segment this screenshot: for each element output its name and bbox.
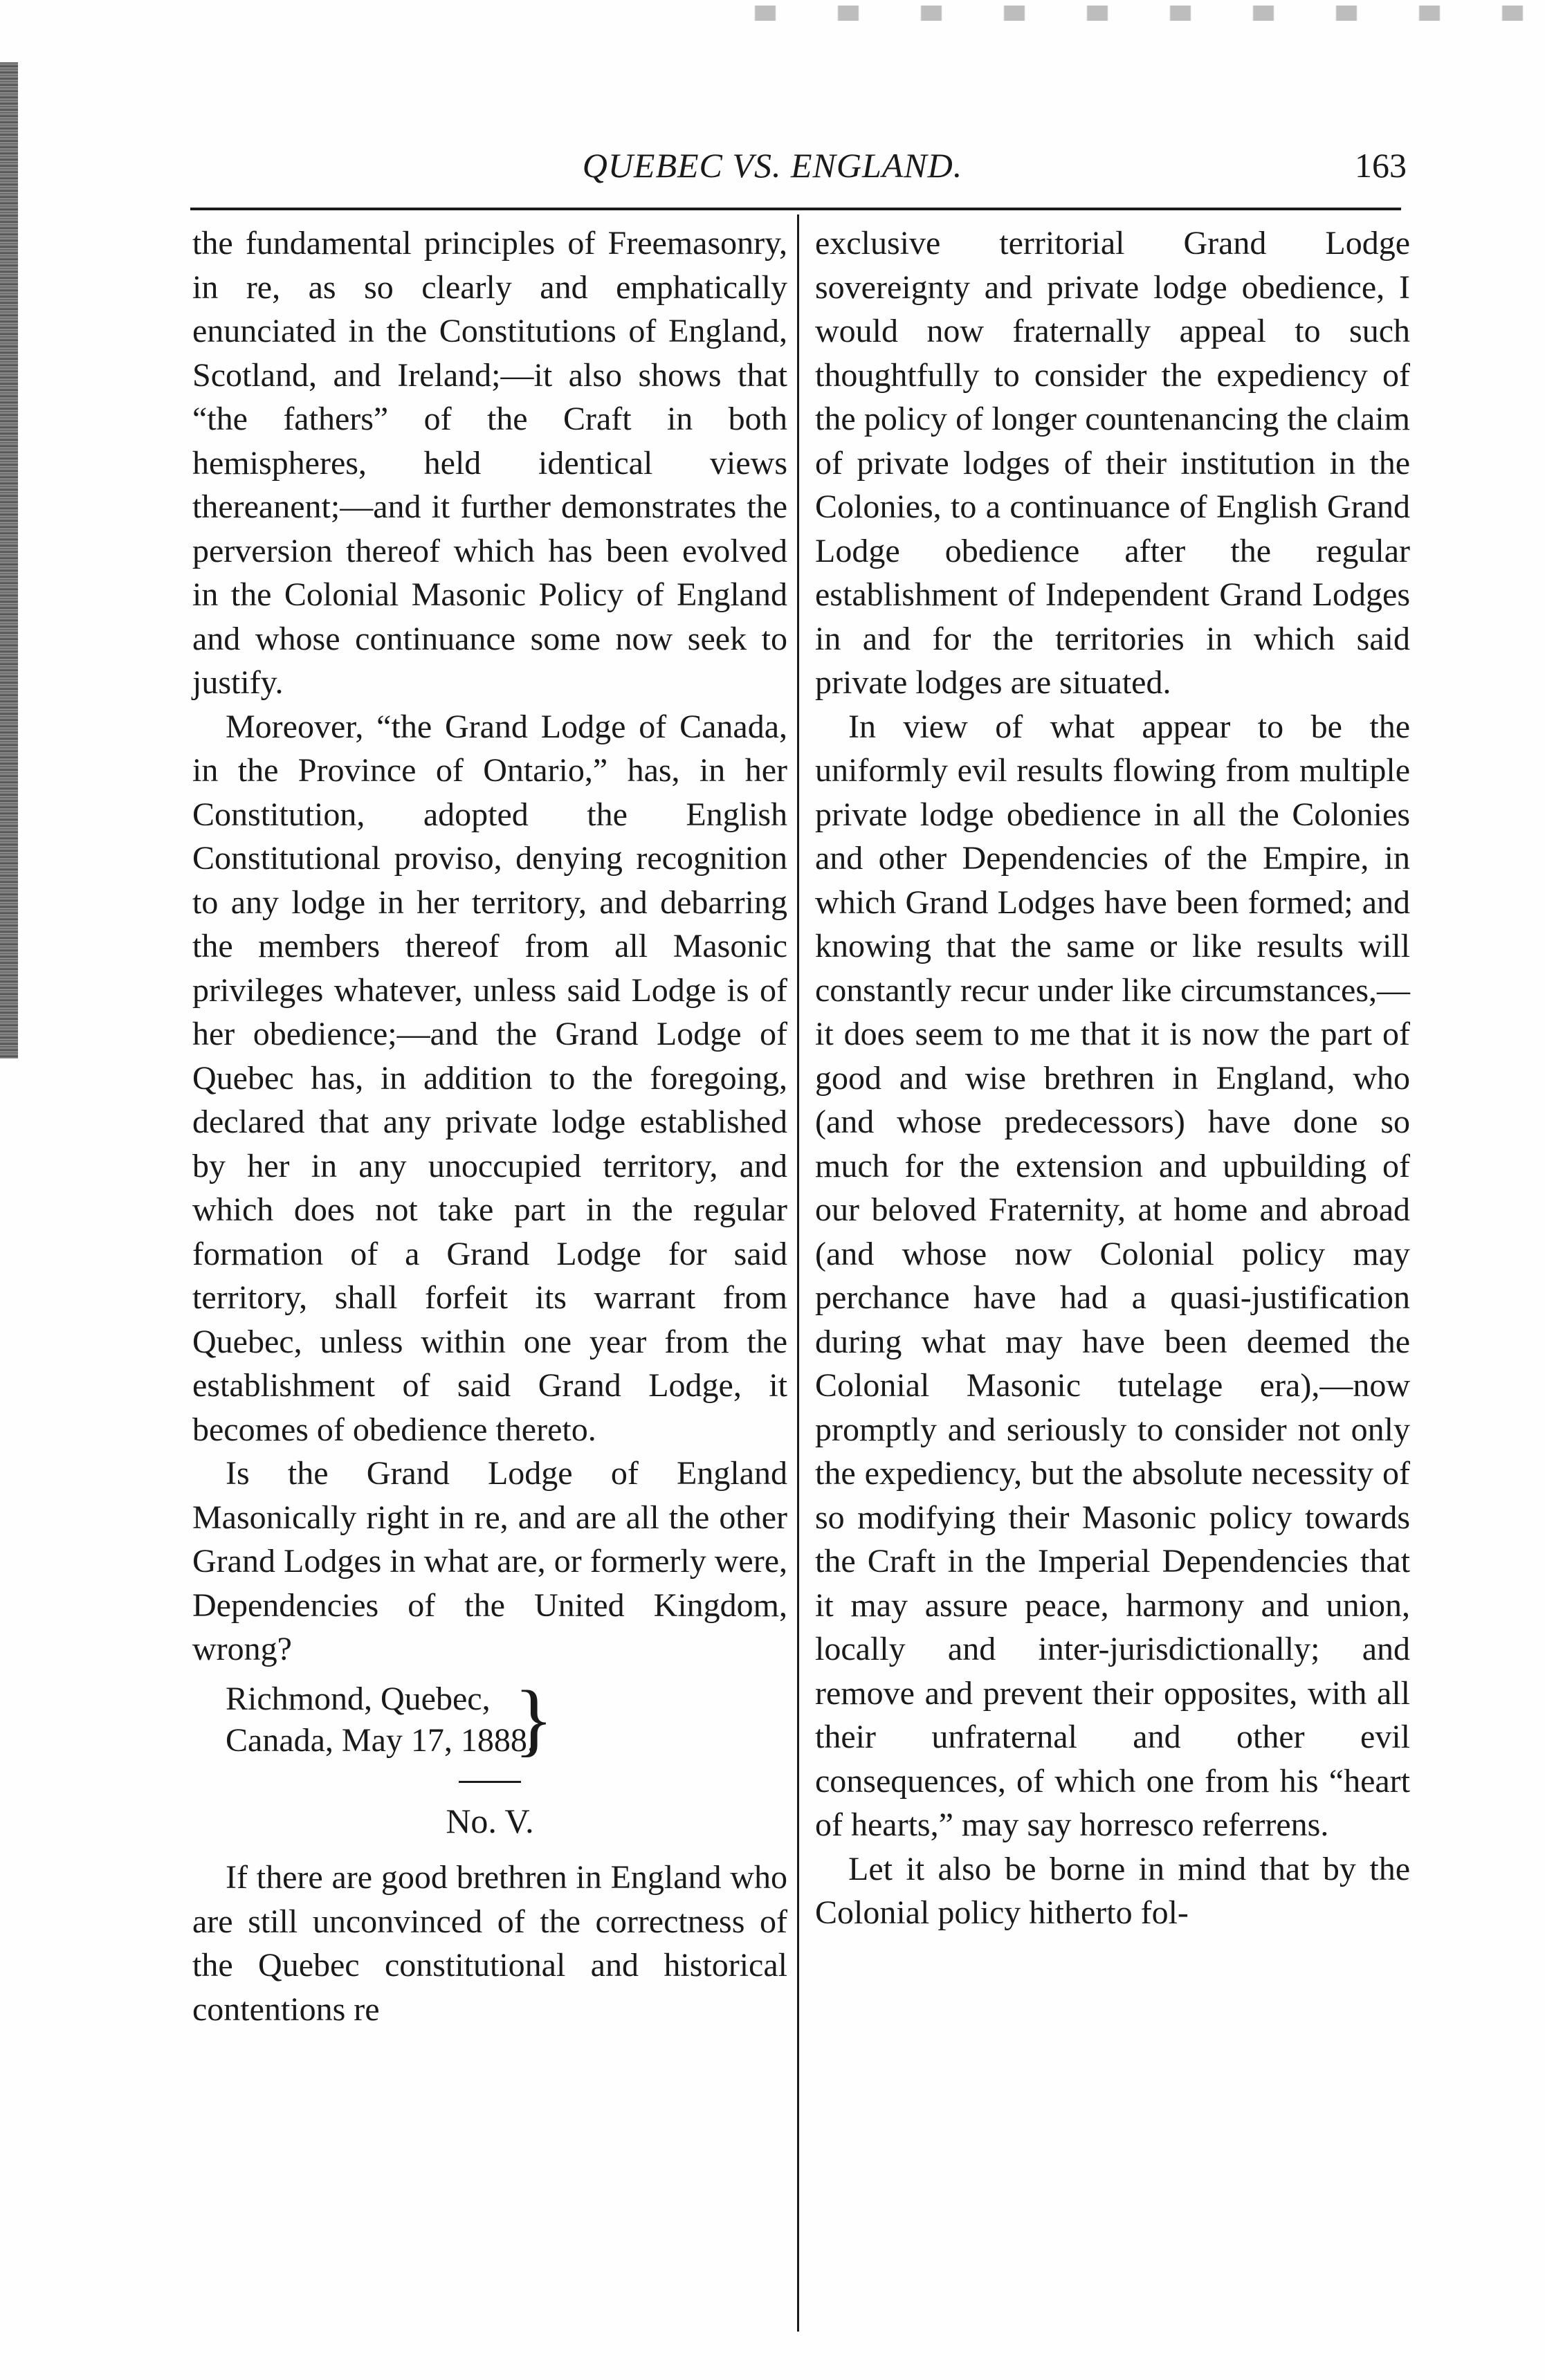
section-heading: No. V. [446, 1801, 534, 1840]
section-divider [459, 1781, 521, 1783]
running-head-title: QUEBEC VS. ENGLAND. [582, 146, 963, 185]
dateline [192, 1673, 787, 1764]
scan-top-artifact [726, 6, 1543, 21]
paragraph: In view of what appear to be the uniformly evil results flowing from multiple private lodge obedience in all the Colonies and other Dependencies of the Empire, in which Grand Lodges have been formed; and knowing that the same or like results will constantly recur under like circumstances,—it does seem to me that it is now the part of good and wise brethren in England, who (and whose predecessors) have done so much for the extension and upbuilding of our beloved Fraternity, at home and abroad (and whose now Colonial policy may perchance have had a quasi-justification during what may have been deemed the Colonial Masonic tutelage era),—now promptly and seriously to consider not only the expediency, but the absolute necessity of so modifying their Masonic policy towards the Craft in the Imperial Dependencies that it may assure peace, harmony and union, locally and inter-jurisdictionally; and remove and prevent their opposites, with all their unfraternal and other evil consequences, of which one from his “heart of hearts,” may say horresco referrens. [815, 708, 1410, 1843]
scan-edge-artifact [0, 62, 18, 1059]
paragraph: the fundamental principles of Freemasonry, in re, as so clearly and emphatically enunciated in the Constitutions of England, Scotland, and Ireland;—it also shows that “the fathers” of the Craft in both hemispheres, held identical views thereanent;—and it further demonstrates the perversion thereof which has been evolved in the Colonial Masonic Policy of England and whose continuance some now seek to justify. [192, 225, 787, 701]
paragraph: exclusive territorial Grand Lodge sovereignty and private lodge obedience, I would now fraternally appeal to such thoughtfully to consider the expediency of the policy of longer countenancing the claim of private lodges of their institution in the Colonies, to a continuance of English Grand Lodge obedience after the regular establishment of Independent Grand Lodges in and for the territories in which said private lodges are situated. [815, 225, 1410, 701]
page-number: 163 [1355, 146, 1407, 185]
right-column [815, 221, 1410, 1935]
brace: } [514, 1673, 554, 1764]
running-head [0, 145, 1545, 194]
header-rule [190, 208, 1401, 210]
left-column [192, 221, 787, 2031]
paragraph: Is the Grand Lodge of England Masonically right in re, and are all the other Grand Lodges in what are, or formerly were, Dependencies of the United Kingdom, wrong? [192, 1455, 787, 1667]
paragraph: Moreover, “the Grand Lodge of Canada, in the Province of Ontario,” has, in her Constitution, adopted the English Constitutional proviso, denying recognition to any lodge in her territory, and debarring the members thereof from all Masonic privileges whatever, unless said Lodge is of her obedience;—and the Grand Lodge of Quebec has, in addition to the foregoing, declared that any private lodge established by her in any unoccupied territory, and which does not take part in the regular formation of a Grand Lodge for said territory, shall forfeit its warrant from Quebec, unless within one year from the establishment of said Grand Lodge, it becomes of obedience thereto. [192, 708, 787, 1448]
paragraph: If there are good brethren in England who are still unconvinced of the correctness of the Quebec constitutional and historical contentions re [192, 1859, 787, 2028]
column-divider [797, 214, 799, 2332]
paragraph: Let it also be borne in mind that by the Colonial policy hitherto fol- [815, 1850, 1410, 1931]
dateline-place: Richmond, Quebec, [226, 1680, 491, 1717]
dateline-date: Canada, May 17, 1888. [226, 1721, 536, 1759]
